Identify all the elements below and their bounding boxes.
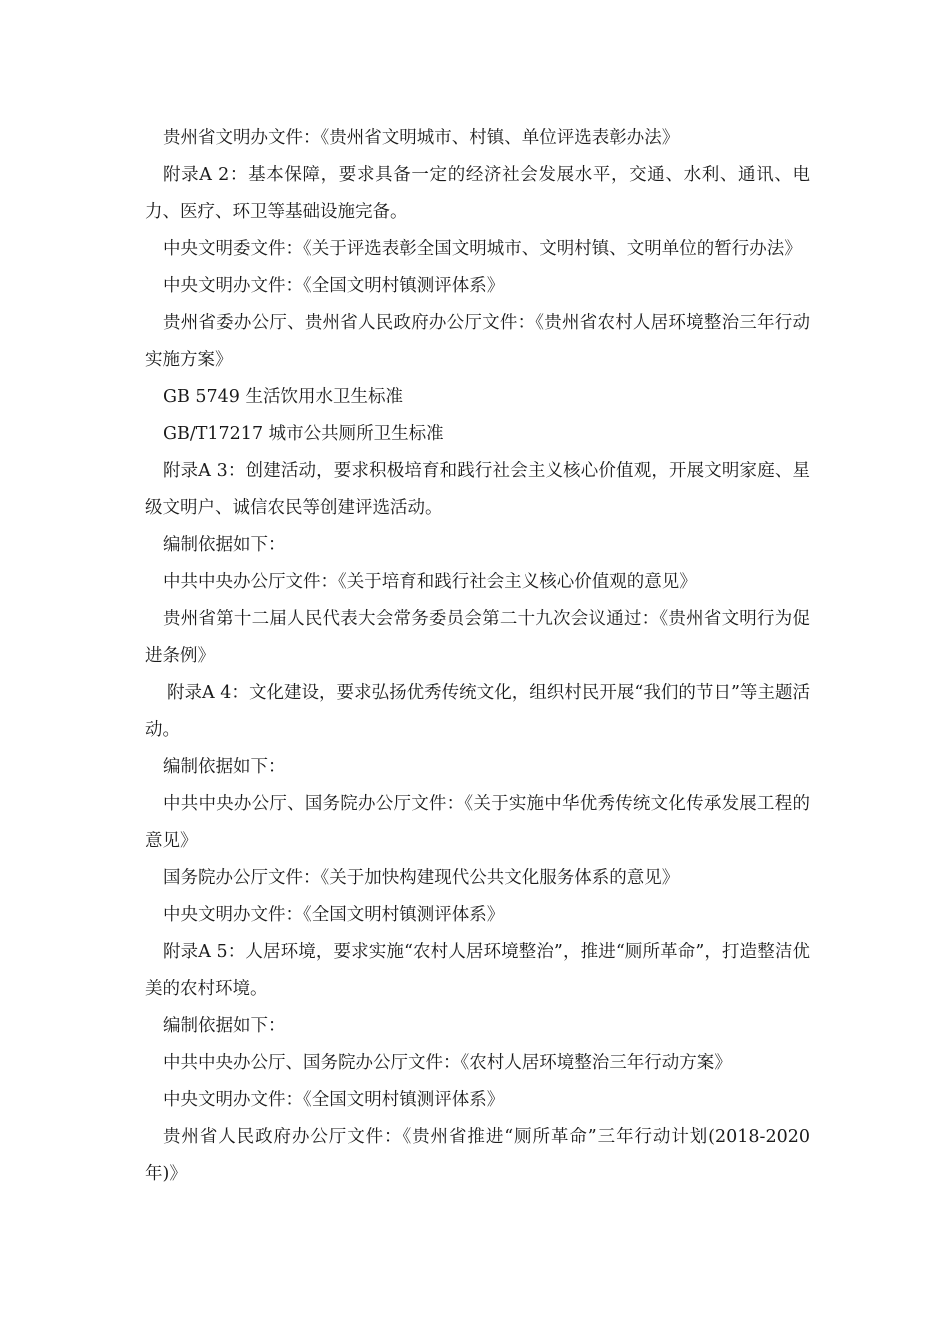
paragraph-appendix-a4: 附录A 4：文化建设，要求弘扬优秀传统文化，组织村民开展“我们的节日”等主题活动。 <box>145 683 810 740</box>
paragraph-basis-heading: 编制依据如下： <box>163 535 286 555</box>
paragraph-core-values-opinion: 中共中央办公厅文件：《关于培育和践行社会主义核心价值观的意见》 <box>163 572 697 592</box>
paragraph-toilet-revolution-plan: 贵州省人民政府办公厅文件：《贵州省推进“厕所革命”三年行动计划(2018-2020年)》 <box>145 1127 810 1184</box>
paragraph-rural-environment-plan: 中共中央办公厅、国务院办公厅文件：《农村人居环境整治三年行动方案》 <box>163 1053 732 1073</box>
paragraph-guizhou-environment-plan: 贵州省委办公厅、贵州省人民政府办公厅文件：《贵州省农村人居环境整治三年行动实施方案》 <box>145 313 810 370</box>
paragraph-traditional-culture-opinion: 中共中央办公厅、国务院办公厅文件：《关于实施中华优秀传统文化传承发展工程的意见》 <box>145 794 810 851</box>
paragraph-central-office-evaluation: 中央文明办文件：《全国文明村镇测评体系》 <box>163 276 505 296</box>
paragraph-appendix-a5: 附录A 5：人居环境，要求实施“农村人居环境整治”，推进“厕所革命”，打造整洁优美的农村环境。 <box>145 942 810 999</box>
paragraph-appendix-a3: 附录A 3：创建活动，要求积极培育和践行社会主义核心价值观，开展文明家庭、星级文明户、诚信农民等创建评选活动。 <box>145 461 810 518</box>
paragraph-central-office-evaluation: 中央文明办文件：《全国文明村镇测评体系》 <box>163 1090 505 1110</box>
document-page <box>145 120 810 1193</box>
paragraph-guizhou-civilization-office: 贵州省文明办文件：《贵州省文明城市、村镇、单位评选表彰办法》 <box>163 128 680 148</box>
paragraph-gbt17217: GB/T17217 城市公共厕所卫生标准 <box>163 424 444 444</box>
paragraph-guizhou-civil-behavior: 贵州省第十二届人民代表大会常务委员会第二十九次会议通过：《贵州省文明行为促进条例》 <box>145 609 810 666</box>
paragraph-gb5749: GB 5749 生活饮用水卫生标准 <box>163 387 404 407</box>
paragraph-appendix-a2: 附录A 2：基本保障，要求具备一定的经济社会发展水平，交通、水利、通讯、电力、医疗、环卫等基础设施完备。 <box>145 165 810 222</box>
paragraph-central-committee-measures: 中央文明委文件：《关于评选表彰全国文明城市、文明村镇、文明单位的暂行办法》 <box>163 239 802 259</box>
paragraph-public-culture-opinion: 国务院办公厅文件：《关于加快构建现代公共文化服务体系的意见》 <box>163 868 680 888</box>
paragraph-central-office-evaluation: 中央文明办文件：《全国文明村镇测评体系》 <box>163 905 505 925</box>
paragraph-basis-heading: 编制依据如下： <box>163 757 286 777</box>
paragraph-basis-heading: 编制依据如下： <box>163 1016 286 1036</box>
